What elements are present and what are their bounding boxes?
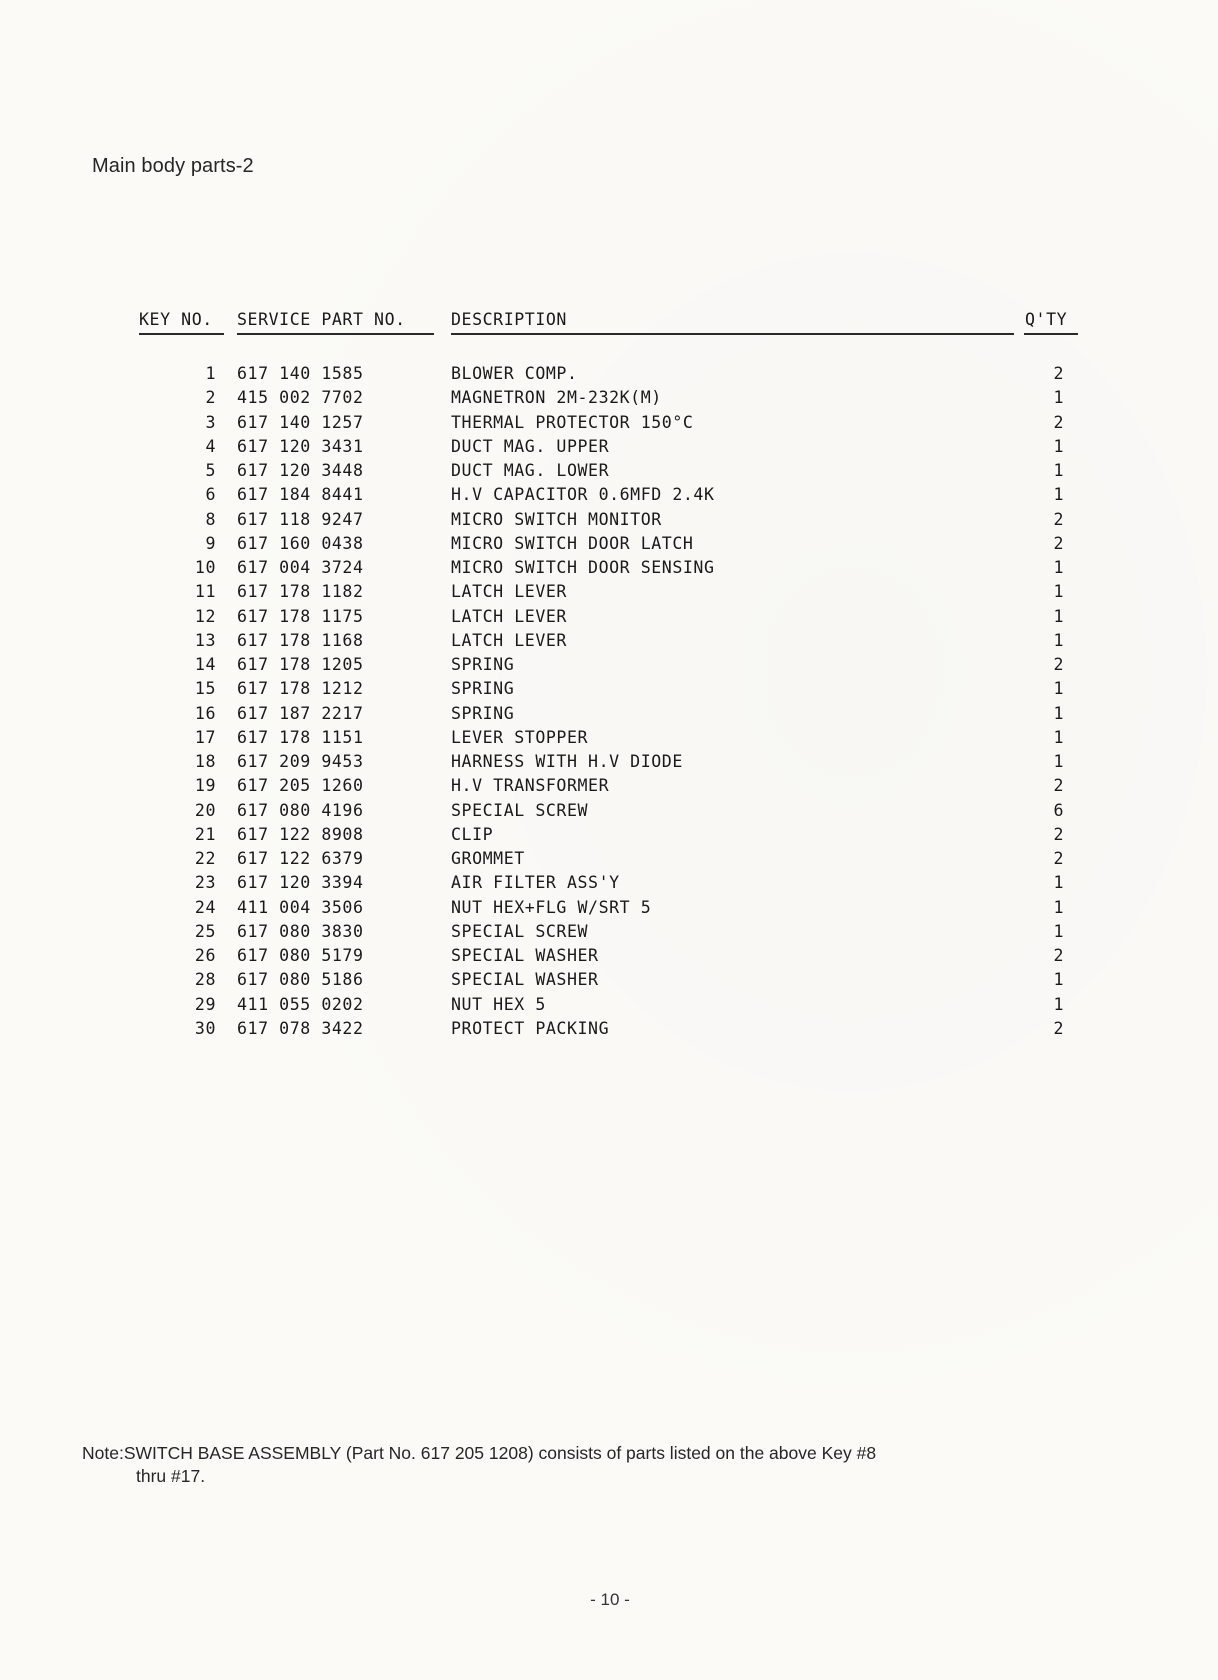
qty-cell: 1 — [1053, 679, 1064, 699]
table-row — [0, 847, 1218, 871]
key-no-cell: 12 — [194, 606, 216, 626]
service-part-no-cell: 617 178 1151 — [237, 727, 364, 747]
key-no-cell: 29 — [194, 994, 216, 1014]
table-row — [0, 871, 1218, 895]
description-cell: SPRING — [451, 679, 515, 699]
service-part-no-cell: 617 178 1175 — [237, 606, 364, 626]
key-no-cell: 15 — [194, 679, 216, 699]
description-cell: AIR FILTER ASS'Y — [451, 873, 620, 893]
qty-cell: 1 — [1053, 606, 1064, 626]
header-underline-description — [451, 333, 1014, 335]
table-row — [0, 823, 1218, 847]
qty-cell: 2 — [1053, 509, 1064, 529]
service-part-no-cell: 617 140 1585 — [237, 364, 364, 383]
service-part-no-cell: 617 080 3830 — [237, 921, 364, 941]
service-part-no-cell: 617 187 2217 — [237, 703, 364, 723]
key-no-cell: 23 — [194, 873, 216, 893]
qty-cell: 1 — [1053, 630, 1064, 650]
table-row — [0, 726, 1218, 750]
table-row — [0, 629, 1218, 653]
key-no-cell: 2 — [205, 388, 216, 408]
service-part-no-cell: 617 078 3422 — [237, 1018, 364, 1038]
description-cell: MICRO SWITCH MONITOR — [451, 509, 662, 529]
service-part-no-cell: 411 055 0202 — [237, 994, 364, 1014]
key-no-cell: 21 — [194, 824, 216, 844]
description-cell: NUT HEX 5 — [451, 994, 546, 1014]
qty-cell: 2 — [1053, 946, 1064, 965]
service-part-no-cell: 617 122 8908 — [237, 824, 364, 844]
service-part-no-cell: 617 178 1182 — [237, 582, 364, 602]
service-part-no-cell: 617 080 5179 — [237, 946, 364, 965]
key-no-cell: 1 — [205, 364, 216, 383]
qty-cell: 2 — [1053, 776, 1064, 796]
service-part-no-cell: 617 080 5186 — [237, 970, 364, 990]
description-cell: NUT HEX+FLG W/SRT 5 — [451, 897, 652, 917]
description-cell: SPECIAL SCREW — [451, 800, 589, 820]
key-no-cell: 8 — [205, 509, 216, 529]
description-cell: SPRING — [451, 655, 515, 674]
section-title: Main body parts-2 — [92, 155, 254, 177]
qty-cell: 2 — [1053, 533, 1064, 553]
qty-cell: 1 — [1053, 873, 1064, 893]
table-row — [0, 532, 1218, 556]
header-service-part-no: SERVICE PART NO. — [237, 310, 406, 329]
qty-cell: 1 — [1053, 921, 1064, 941]
key-no-cell: 5 — [205, 461, 216, 480]
table-row — [0, 993, 1218, 1017]
key-no-cell: 20 — [194, 800, 216, 820]
key-no-cell: 19 — [194, 776, 216, 796]
qty-cell: 2 — [1053, 824, 1064, 844]
service-part-no-cell: 617 178 1205 — [237, 655, 364, 674]
description-cell: MICRO SWITCH DOOR LATCH — [451, 533, 694, 553]
table-row — [0, 677, 1218, 701]
service-part-no-cell: 415 002 7702 — [237, 388, 364, 408]
key-no-cell: 25 — [194, 921, 216, 941]
description-cell: H.V CAPACITOR 0.6MFD 2.4K — [451, 485, 715, 505]
service-part-no-cell: 617 080 4196 — [237, 800, 364, 820]
qty-cell: 1 — [1053, 436, 1064, 456]
table-row — [0, 702, 1218, 726]
header-underline-key — [139, 333, 224, 335]
table-row — [0, 968, 1218, 992]
qty-cell: 1 — [1053, 752, 1064, 771]
page-number: - 10 - — [590, 1590, 630, 1609]
description-cell: THERMAL PROTECTOR 150°C — [451, 412, 694, 432]
description-cell: BLOWER COMP. — [451, 364, 578, 383]
table-row — [0, 920, 1218, 944]
table-row — [0, 799, 1218, 823]
qty-cell: 2 — [1053, 364, 1064, 383]
description-cell: CLIP — [451, 824, 494, 844]
table-row — [0, 386, 1218, 410]
description-cell: MICRO SWITCH DOOR SENSING — [451, 558, 715, 577]
service-part-no-cell: 617 178 1212 — [237, 679, 364, 699]
table-row — [0, 411, 1218, 435]
key-no-cell: 6 — [205, 485, 216, 505]
qty-cell: 1 — [1053, 558, 1064, 577]
table-row — [0, 896, 1218, 920]
footnote: Note:SWITCH BASE ASSEMBLY (Part No. 617 205 1208) consists of parts listed on the above Key #8 — [82, 1443, 877, 1463]
description-cell: SPRING — [451, 703, 515, 723]
description-cell: HARNESS WITH H.V DIODE — [451, 752, 683, 771]
service-part-no-cell: 617 120 3431 — [237, 436, 364, 456]
table-row — [0, 750, 1218, 774]
service-part-no-cell: 617 184 8441 — [237, 485, 364, 505]
key-no-cell: 14 — [194, 655, 216, 674]
header-underline-part — [237, 333, 434, 335]
table-row — [0, 435, 1218, 459]
key-no-cell: 17 — [194, 727, 216, 747]
description-cell: LATCH LEVER — [451, 630, 567, 650]
qty-cell: 1 — [1053, 485, 1064, 505]
key-no-cell: 18 — [194, 752, 216, 771]
description-cell: LEVER STOPPER — [451, 727, 589, 747]
header-underline-qty — [1024, 333, 1078, 335]
qty-cell: 1 — [1053, 970, 1064, 990]
description-cell: LATCH LEVER — [451, 582, 567, 602]
qty-cell: 2 — [1053, 655, 1064, 674]
description-cell: H.V TRANSFORMER — [451, 776, 610, 796]
qty-cell: 1 — [1053, 994, 1064, 1014]
service-part-no-cell: 617 120 3394 — [237, 873, 364, 893]
description-cell: GROMMET — [451, 849, 525, 868]
qty-cell: 1 — [1053, 727, 1064, 747]
description-cell: PROTECT PACKING — [451, 1018, 610, 1038]
qty-cell: 2 — [1053, 412, 1064, 432]
header-qty: Q'TY — [1025, 310, 1068, 329]
key-no-cell: 9 — [205, 533, 216, 553]
key-no-cell: 26 — [194, 946, 216, 965]
key-no-cell: 11 — [194, 582, 216, 602]
header-description: DESCRIPTION — [451, 310, 567, 329]
key-no-cell: 30 — [194, 1018, 216, 1038]
qty-cell: 1 — [1053, 582, 1064, 602]
table-row — [0, 483, 1218, 507]
table-row — [0, 459, 1218, 483]
table-row — [0, 580, 1218, 604]
service-part-no-cell: 617 178 1168 — [237, 630, 364, 650]
table-row — [0, 362, 1218, 386]
key-no-cell: 3 — [205, 412, 216, 432]
service-part-no-cell: 617 120 3448 — [237, 461, 364, 480]
qty-cell: 1 — [1053, 388, 1064, 408]
table-row — [0, 653, 1218, 677]
service-part-no-cell: 617 118 9247 — [237, 509, 364, 529]
key-no-cell: 24 — [194, 897, 216, 917]
key-no-cell: 13 — [194, 630, 216, 650]
qty-cell: 1 — [1053, 703, 1064, 723]
table-row — [0, 944, 1218, 968]
service-part-no-cell: 617 209 9453 — [237, 752, 364, 771]
service-part-no-cell: 617 122 6379 — [237, 849, 364, 868]
key-no-cell: 28 — [194, 970, 216, 990]
service-part-no-cell: 617 140 1257 — [237, 412, 364, 432]
service-part-no-cell: 411 004 3506 — [237, 897, 364, 917]
table-row — [0, 1017, 1218, 1041]
table-row — [0, 774, 1218, 798]
description-cell: DUCT MAG. UPPER — [451, 436, 610, 456]
service-part-no-cell: 617 004 3724 — [237, 558, 364, 577]
parts-table-body — [0, 362, 1218, 1041]
qty-cell: 2 — [1053, 849, 1064, 868]
table-row — [0, 556, 1218, 580]
description-cell: MAGNETRON 2M-232K(M) — [451, 388, 662, 408]
header-key-no: KEY NO. — [139, 310, 213, 329]
qty-cell: 1 — [1053, 461, 1064, 480]
table-row — [0, 605, 1218, 629]
service-part-no-cell: 617 205 1260 — [237, 776, 364, 796]
description-cell: SPECIAL WASHER — [451, 970, 599, 990]
key-no-cell: 10 — [194, 558, 216, 577]
service-part-no-cell: 617 160 0438 — [237, 533, 364, 553]
description-cell: SPECIAL SCREW — [451, 921, 589, 941]
table-row — [0, 508, 1218, 532]
description-cell: SPECIAL WASHER — [451, 946, 599, 965]
qty-cell: 6 — [1053, 800, 1064, 820]
footnote-continuation: thru #17. — [136, 1466, 206, 1486]
description-cell: DUCT MAG. LOWER — [451, 461, 610, 480]
qty-cell: 2 — [1053, 1018, 1064, 1038]
key-no-cell: 16 — [194, 703, 216, 723]
key-no-cell: 4 — [205, 436, 216, 456]
qty-cell: 1 — [1053, 897, 1064, 917]
key-no-cell: 22 — [194, 849, 216, 868]
description-cell: LATCH LEVER — [451, 606, 567, 626]
